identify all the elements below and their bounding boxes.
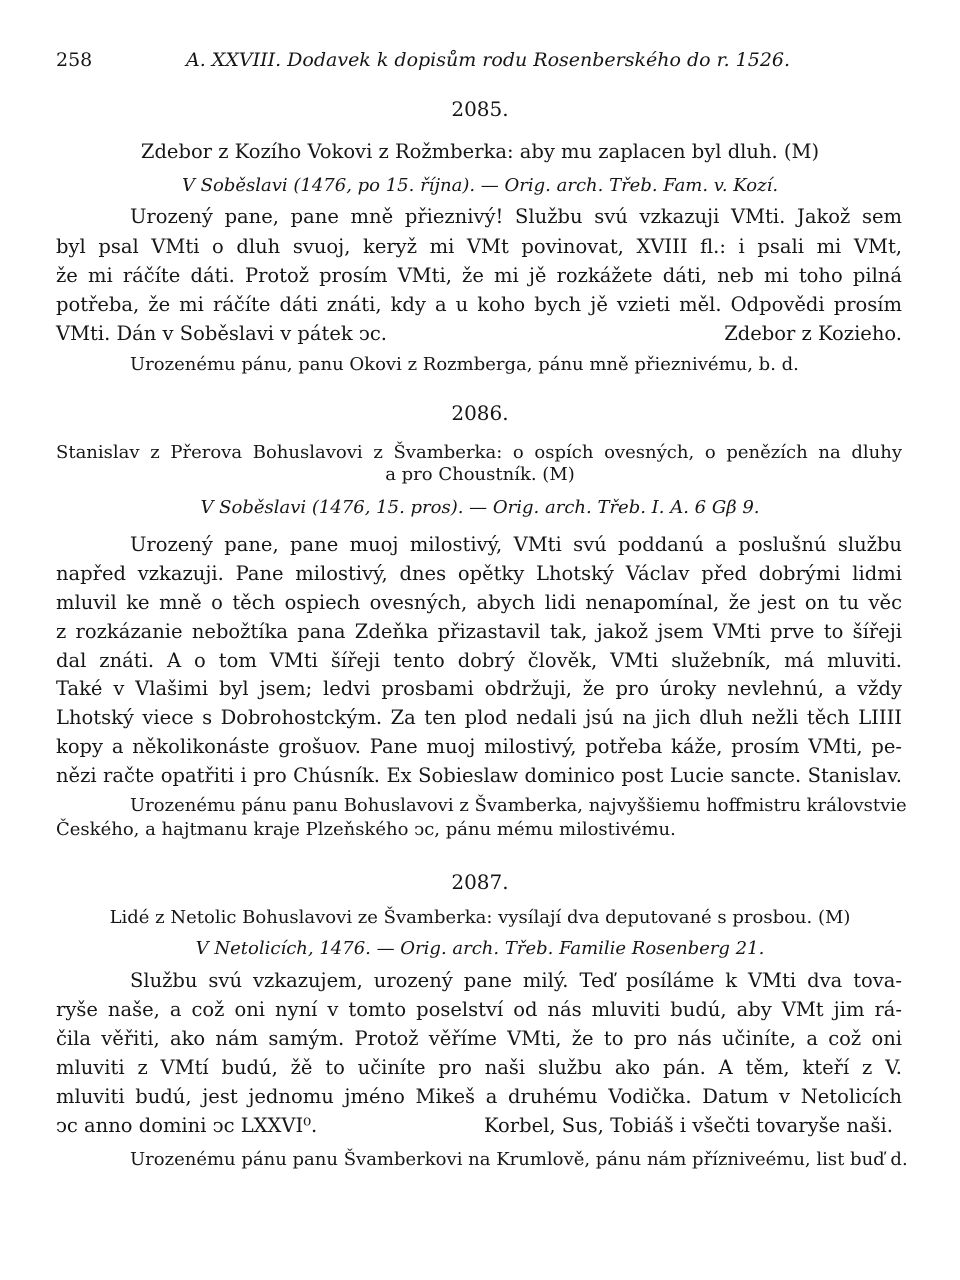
letter-summary: a pro Choustník. (M) [385,464,575,485]
text-line: byl psal VMti o dluh svuoj, keryž mi VMt povinovat, XVIII fl.: i psali mi VMt, [56,235,902,258]
letter-summary: Zdebor z Kozího Vokovi z Rožmberka: aby mu zaplacen byl dluh. (M) [140,140,820,163]
text-line: mluviti z VMtí budú, žě to učiníte pro naši službu ako pán. A těm, kteří z V. [56,1056,902,1079]
letter-address: Urozenému pánu panu Bohuslavovi z Švamberka, najvyššiemu hoffmistru královstvie [130,795,907,816]
text-line: mluviti budú, jest jednomu jméno Mikeš a druhému Vodička. Datum v Netolicích [56,1085,902,1108]
letter-address: Urozenému pánu panu Švamberkovi na Krumlově, pánu nám přízniveému, list buď d. [130,1149,908,1170]
letter-source: V Soběslavi (1476, 15. pros). — Orig. arch. Třeb. I. A. 6 Gβ 9. [200,497,760,518]
letter-number: 2085. [451,97,509,121]
text-fragment: VMti. Dán v Soběslavi v pátek ↄc. [56,322,387,345]
text-line: Urozený pane, pane mně přieznivý! Službu svú vzkazuji VMti. Jakož sem [130,205,902,228]
text-line: čila věřiti, ako nám samým. Protož věříme VMti, že to pro nás učiníte, a což oni [56,1027,902,1050]
running-title: A. XXVIII. Dodavek k dopisům rodu Rosenberského do r. 1526. [186,49,791,71]
text-line: Lhotský viece s Dobrohostckým. Za ten plod nedali jsú na jich dluh nežli těch LIIII [56,706,902,729]
letter-address: Urozenému pánu, panu Okovi z Rozmberga, pánu mně přieznivému, b. d. [130,354,799,375]
text-line: z rozkázanie nebožtíka pana Zdeňka přizastavil tak, jakož jsem VMti prve to šířeji [56,620,902,643]
letter-address: Českého, a hajtmanu kraje Plzeňského ↄc, pánu mému milostivému. [56,819,676,840]
text-line: potřeba, že mi ráčíte dáti znáti, kdy a u koho bych jě vzieti měl. Odpovědi prosím [56,293,902,316]
text-line: Urozený pane, pane muoj milostivý, VMti svú poddanú a poslušnú službu [130,533,902,556]
text-line: Také v Vlašimi byl jsem; ledvi prosbami obdržuji, že pro úroky nevlehnú, a vždy [56,677,902,700]
text-line: napřed vzkazuji. Pane milostivý, dnes opětky Lhotský Václav před dobrými lidmi [56,562,902,585]
signature: Korbel, Sus, Tobiáš i všečti tovaryše naši. [484,1114,893,1137]
text-line: dal znáti. A o tom VMti šířeji tento dobrý člověk, VMti služebník, má mluviti. [56,649,902,672]
text-line: kopy a několikonáste grošuov. Pane muoj milostivý, potřeba káže, prosím VMti, pe- [56,735,902,758]
text-line: že mi ráčíte dáti. Protož prosím VMti, že mi jě rozkážete dáti, neb mi toho pilná [56,264,902,287]
letter-number: 2086. [451,401,509,425]
text-line: nězi račte opatřiti i pro Chúsník. Ex Sobieslaw dominico post Lucie sancte. Stanislav. [56,764,902,787]
text-fragment: ↄc anno domini ↄc LXXVI⁰. [56,1114,318,1137]
text-line-with-signature [56,1114,902,1138]
letter-summary: Lidé z Netolic Bohuslavovi ze Švamberka: vysílají dva deputované s prosbou. (M) [109,907,851,928]
text-line: mluvil ke mně o těch ospiech ovesných, abych lidi nenapomínal, že jest on tu věc [56,591,902,614]
page-number: 258 [56,49,93,71]
text-line: Službu svú vzkazujem, urozený pane milý. Teď posíláme k VMti dva tova- [130,969,902,992]
letter-source: V Netolicích, 1476. — Orig. arch. Třeb. Familie Rosenberg 21. [195,938,765,959]
text-line-with-signature [56,322,902,346]
text-line: ryše naše, a což oni nyní v tomto poselství od nás mluviti budú, aby VMt jim rá- [56,998,902,1021]
letter-source: V Soběslavi (1476, po 15. října). — Orig. arch. Třeb. Fam. v. Kozí. [181,175,779,196]
letter-summary: Stanislav z Přerova Bohuslavovi z Švamberka: o ospích ovesných, o penězích na dluhy [56,442,902,463]
signature: Zdebor z Kozieho. [724,322,902,345]
letter-number: 2087. [451,870,509,894]
